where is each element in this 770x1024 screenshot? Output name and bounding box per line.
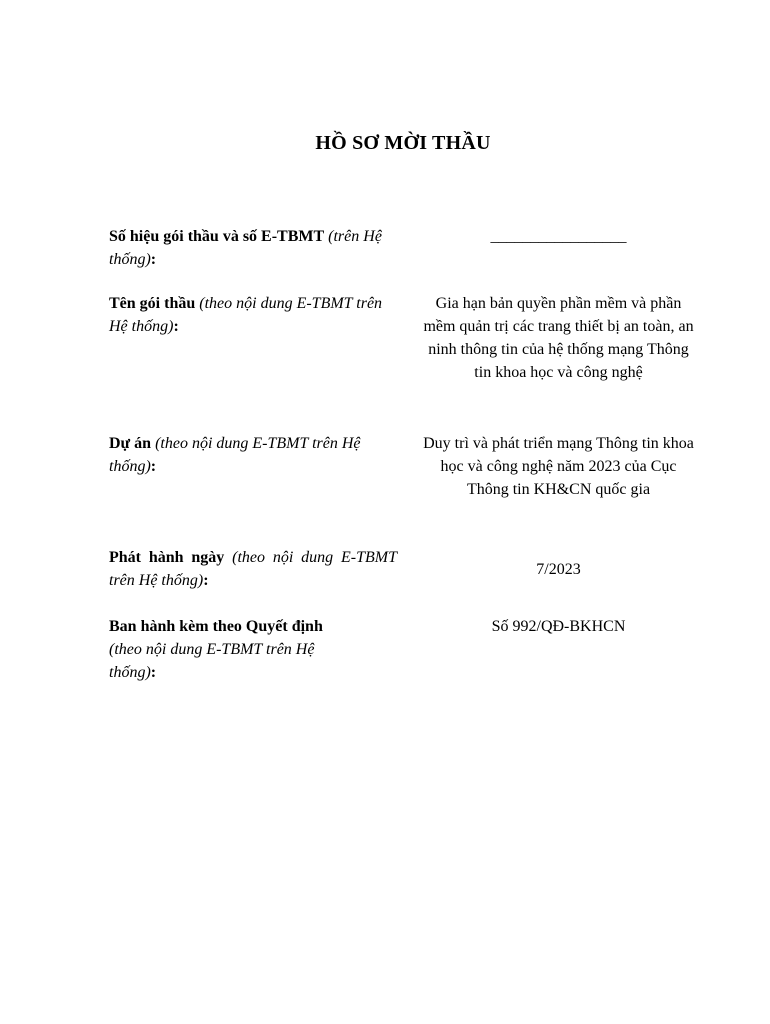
field-label-bold: Dự án xyxy=(109,435,152,452)
field-label xyxy=(109,615,359,684)
field-value: Số 992/QĐ-BKHCN xyxy=(491,618,626,635)
field-label-italic: (trên Hệ thống) xyxy=(109,228,382,268)
field-label-italic: (theo nội dung E-TBMT trên Hệ thống) xyxy=(109,641,315,681)
field-label-colon: : xyxy=(173,318,179,335)
field-label-colon: : xyxy=(203,572,209,589)
field-label-bold: Tên gói thầu xyxy=(109,295,196,312)
field-label-italic: (theo nội dung E-TBMT trên Hệ thống) xyxy=(109,295,383,335)
field-label-colon: : xyxy=(150,458,157,475)
field-value: Gia hạn bản quyền phần mềm và phần mềm quản trị các trang thiết bị an toàn, an ninh thông tin của hệ thống mạng Thông tin khoa học và công nghệ xyxy=(423,295,694,381)
field-label xyxy=(109,292,397,338)
field-value: Duy trì và phát triển mạng Thông tin khoa học và công nghệ năm 2023 của Cục Thông tin KH&CN quốc gia xyxy=(423,435,694,498)
field-label-italic: (theo nội dung E-TBMT trên Hệ thống) xyxy=(109,435,361,475)
field-label-bold: Phát hành ngày xyxy=(109,549,225,566)
field-value: _________________ xyxy=(490,228,627,245)
field-label-italic: (theo nội dung E-TBMT trên Hệ thống) xyxy=(109,549,398,589)
field-label-colon: : xyxy=(150,664,157,681)
field-label xyxy=(109,432,397,478)
field-label-bold: Số hiệu gói thầu và số E-TBMT xyxy=(109,228,325,245)
field-label-bold: Ban hành kèm theo Quyết định xyxy=(109,618,323,635)
document-title: HỒ SƠ MỜI THẦU xyxy=(315,132,491,154)
field-label-colon: : xyxy=(150,251,157,268)
field-value: 7/2023 xyxy=(536,561,581,578)
field-label xyxy=(109,225,397,271)
field-label xyxy=(109,546,397,592)
